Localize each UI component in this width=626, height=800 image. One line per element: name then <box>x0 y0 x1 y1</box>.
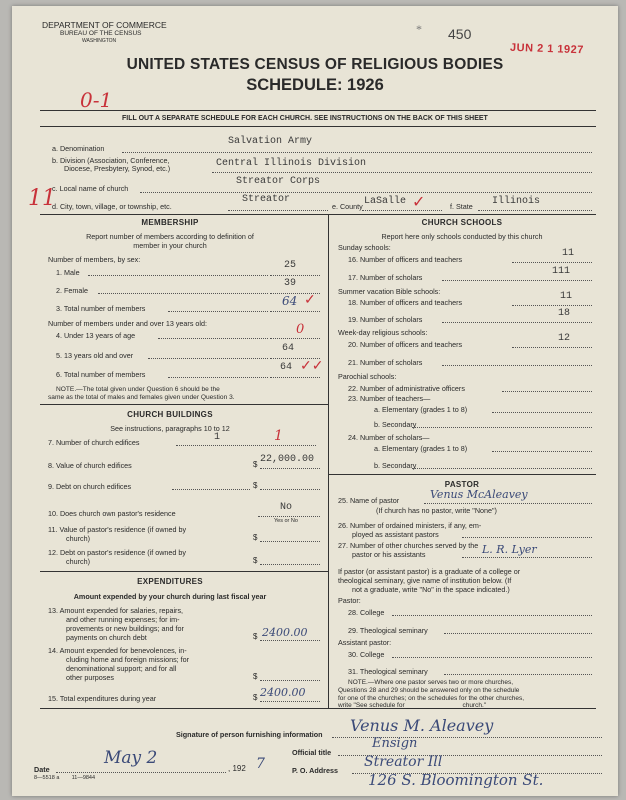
q13-label-2: and other running expenses; for im- <box>66 615 180 624</box>
city-value: Streator <box>242 194 291 205</box>
q20-label: 20. Number of officers and teachers <box>348 340 463 349</box>
q16-label: 16. Number of officers and teachers <box>348 255 463 264</box>
department-name: DEPARTMENT OF COMMERCE <box>42 20 167 30</box>
q25-note: (If church has no pastor, write "None") <box>376 506 497 515</box>
q5-13-and-over-label: 5. 13 years old and over <box>56 351 134 360</box>
q26-label-1: 26. Number of ordained ministers, if any, em- <box>338 521 482 530</box>
year-value: 7 <box>256 756 265 772</box>
form-number: 450 <box>448 26 472 42</box>
q24-label: 24. Number of scholars— <box>348 433 430 442</box>
q28-label: 28. College <box>348 608 385 617</box>
denomination-line <box>122 152 592 153</box>
q2-female-label: 2. Female <box>56 286 88 295</box>
q12-residence-debt-label-2: church) <box>66 557 90 566</box>
q10-owns-residence-value: No <box>280 502 293 513</box>
college-note-1: If pastor (or assistant pastor) is a graduate of a college or <box>338 567 521 576</box>
q19-label: 19. Number of scholars <box>348 315 423 324</box>
form-subtitle: SCHEDULE: 1926 <box>246 76 384 94</box>
church-buildings-intro: See instructions, paragraphs 10 to 12 <box>110 424 230 433</box>
q11-residence-value-label-2: church) <box>66 534 90 543</box>
local-name-value: Streator Corps <box>236 176 321 187</box>
section-bottom-rule <box>40 708 596 709</box>
q27-label-1: 27. Number of other churches served by the <box>338 541 479 550</box>
q15-total-value: 2400.00 <box>260 686 306 699</box>
schools-bottom-rule <box>328 474 596 475</box>
q1-male-label: 1. Male <box>56 268 80 277</box>
q7-edifices-label: 7. Number of church edifices <box>48 438 140 447</box>
division-label-1: b. Division (Association, Conference, <box>52 156 170 165</box>
star-mark: * <box>416 22 422 36</box>
q21-label: 21. Number of scholars <box>348 358 423 367</box>
header-rule-bottom <box>40 126 596 127</box>
pastor-note-2: Questions 28 and 29 should be answered only on the schedule <box>338 687 520 694</box>
signature-label: Signature of person furnishing information <box>176 730 323 739</box>
q29-label: 29. Theological seminary <box>348 626 428 635</box>
q13-label-4: payments on church debt <box>66 633 147 642</box>
q25-label: 25. Name of pastor <box>338 496 400 505</box>
official-title-value: Ensign <box>372 736 418 751</box>
state-line <box>478 210 592 211</box>
q18-value: 11 <box>560 291 573 302</box>
church-schools-title: CHURCH SCHOOLS <box>421 218 503 227</box>
q27-value: L. R. Lyer <box>482 543 537 556</box>
q9-debt-edifices-label: 9. Debt on church edifices <box>48 482 132 491</box>
q13-label-3: provements or new buildings; and for <box>66 624 184 633</box>
q14-label-1: 14. Amount expended for benevolences, in- <box>48 646 187 655</box>
county-value: LaSalle <box>364 196 407 207</box>
margin-mark-11: 11 <box>28 186 56 211</box>
q3-check-mark: ✓ <box>304 293 316 308</box>
po-address-value-2: 126 S. Bloomington St. <box>368 771 544 789</box>
weekday-schools-label: Week-day religious schools: <box>338 328 428 337</box>
pastor-note-1: NOTE.—Where one pastor serves two or more churches, <box>348 679 514 686</box>
q30-label: 30. College <box>348 650 385 659</box>
division-label-2: Diocese, Presbytery, Synod, etc.) <box>64 164 171 173</box>
sunday-schools-label: Sunday schools: <box>338 243 391 252</box>
pastor-title: PASTOR <box>444 480 480 489</box>
po-address-label: P. O. Address <box>292 766 338 775</box>
form-title: UNITED STATES CENSUS OF RELIGIOUS BODIES <box>126 56 504 73</box>
membership-intro-2: member in your church <box>133 241 207 250</box>
pastor-note-4: write "See schedule for _______________ church." <box>338 702 487 709</box>
state-value: Illinois <box>492 196 541 207</box>
membership-note-2: same as the total of males and females given under Question 3. <box>48 394 235 401</box>
q22-label: 22. Number of administrative officers <box>348 384 465 393</box>
q7-edifices-typed-value: 1 <box>214 432 221 443</box>
expenditures-title: EXPENDITURES <box>137 577 203 586</box>
q31-label: 31. Theological seminary <box>348 667 428 676</box>
q14-label-4: other purposes <box>66 673 114 682</box>
year-prefix: , 192 <box>228 764 246 773</box>
date-value: May 2 <box>104 748 158 768</box>
header-rule-top <box>40 110 596 111</box>
q15-total-label: 15. Total expenditures during year <box>48 694 157 703</box>
q6-total-label: 6. Total number of members <box>56 370 146 379</box>
membership-bottom-rule <box>40 404 328 405</box>
q17-value: 111 <box>552 266 571 277</box>
q26-label-2: ployed as assistant pastors <box>352 530 439 539</box>
membership-note-1: NOTE.—The total given under Question 6 should be the <box>56 386 220 393</box>
column-divider <box>328 214 329 708</box>
church-schools-intro: Report here only schools conducted by this church <box>381 232 543 241</box>
denomination-value: Salvation Army <box>228 136 313 147</box>
q10-owns-residence-label: 10. Does church own pastor's residence <box>48 509 176 518</box>
q20-value: 12 <box>558 333 571 344</box>
received-date-stamp: JUN 2 1 1927 <box>509 41 585 57</box>
q27-label-2: pastor or his assistants <box>352 550 426 559</box>
q13-label-1: 13. Amount expended for salaries, repairs, <box>48 606 184 615</box>
membership-title: MEMBERSHIP <box>141 218 199 227</box>
separate-schedule-instruction: FILL OUT A SEPARATE SCHEDULE FOR EACH CHURCH. SEE INSTRUCTIONS ON THE BACK OF THIS SHEET <box>122 115 488 122</box>
q25-pastor-name: Venus McAleavey <box>430 488 528 501</box>
q6-check-marks: ✓✓ <box>300 359 324 374</box>
members-by-sex-label: Number of members, by sex: <box>48 255 141 264</box>
q13-value: 2400.00 <box>262 626 308 639</box>
summer-schools-label: Summer vacation Bible schools: <box>338 287 441 296</box>
q17-label: 17. Number of scholars <box>348 273 423 282</box>
official-title-label: Official title <box>292 748 332 757</box>
denomination-label: a. Denomination <box>52 144 105 153</box>
college-note-2: theological seminary, give name of institution below. (If <box>338 576 512 585</box>
q4-under-13-label: 4. Under 13 years of age <box>56 331 136 340</box>
city-label: d. City, town, village, or township, etc. <box>52 202 172 211</box>
q4-under-13-value: 0 <box>296 322 305 337</box>
q24a-label: a. Elementary (grades 1 to 8) <box>374 444 468 453</box>
membership-intro-1: Report number of members according to definition of <box>86 232 254 241</box>
q16-value: 11 <box>562 248 575 259</box>
signature-value: Venus M. Aleavey <box>350 716 494 735</box>
q24b-label: b. Secondary <box>374 461 417 470</box>
q19-value: 18 <box>558 308 571 319</box>
margin-mark-0-1: 0-1 <box>80 88 113 112</box>
q11-residence-value-label-1: 11. Value of pastor's residence (if owned by <box>48 525 187 534</box>
local-name-line <box>140 192 592 193</box>
q6-total-value: 64 <box>280 362 293 373</box>
county-check-mark: ✓ <box>412 194 426 211</box>
po-address-value-1: Streator Ill <box>364 754 443 770</box>
q3-total-label: 3. Total number of members <box>56 304 146 313</box>
bureau-name: BUREAU OF THE CENSUS <box>60 30 142 37</box>
county-line <box>362 210 442 211</box>
q23b-label: b. Secondary <box>374 420 417 429</box>
pastor-note-3: for one of the churches; on the schedules for the other churches, <box>338 695 525 702</box>
q7-edifices-hand-value: 1 <box>274 428 283 444</box>
division-value: Central Illinois Division <box>216 158 367 169</box>
division-line <box>212 172 592 173</box>
section-top-rule <box>40 214 596 215</box>
age-heading: Number of members under and over 13 years old: <box>48 319 208 328</box>
q3-total-value: 64 <box>282 294 298 308</box>
census-schedule-form: DEPARTMENT OF COMMERCE BUREAU OF THE CENSUS WASHINGTON * 450 JUN 2 1 1927 UNITED STATES CENSUS OF RELIGIOUS BODIES SCHEDULE: 1926 0-1 FILL OUT A SEPARATE SCHEDULE FOR EACH CHURCH. SEE INSTRUCTIONS ON THE BACK OF THIS SHEET a. Denomination Salvation Army b. Division (Association, Conference, Diocese, Presbytery, Synod, etc.) Central Illinois Division 11 c. Local name of church Streator Corps d. City, town, village, or township, etc. Streator e. County LaSalle ✓ f. State Illinois MEMBERSHIP Report number of members according to definition of member in your church Number of members, by sex: 1. Male 25 2. Female 39 3. Total number of members 64 ✓ Number of members under and over 13 years old: 4. Under 13 years of age 0 5. 13 years old and over 64 6. Total number of members 64 ✓✓ NOTE.—The total given under Question 6 should be the same as the total of males and females given under Question 3. CHURCH BUILDINGS See instructions, paragraphs 10 to 12 7. Number of church edifices 1 1 8. Value of church edifices $ 22,000.00 9. Debt on church edifices $ 10. Does church own pastor's residence No Yes or No 11. Value of pastor's residence (if owned by church) $ 12. Debt on pastor's residence (if owned by church) $ EXPENDITURES Amount expended by your church during last fiscal year 13. Amount expended for salaries, repairs, and other running expenses; for im- provements or new buildings; and for payments on church debt $ 2400.00 14. Amount expended for benevolences, in- cluding home and foreign missions; for denominational support; and for all other purposes $ 15. Total expenditures during year $ 2400.00 CHURCH SCHOOLS Report here only schools conducted by this church Sunday schools: 16. Number of officers and teachers 11 17. Number of scholars 111 Summer vacation Bible schools: 18. Number of officers and teachers 11 19. Number of scholars 18 Week-day religious schools: 20. Number of officers and teachers 12 21. Number of scholars Parochial schools: 22. Number of administrative officers 23. Number of teachers— a. Elementary (grades 1 to 8) b. Secondary 24. Number of scholars— a. Elementary (grades 1 to 8) b. Secondary PASTOR 25. Name of pastor Venus McAleavey (If church has no pastor, write "None") 26. Number of ordained ministers, if any, em- ployed as assistant pastors 27. Number of other churches served by the pastor or his assistants L. R. Lyer If pastor (or assistant pastor) is a graduate of a college or theological seminary, give name of institution below. (If not a graduate, write "No" in the space indicated.) Pastor: 28. College 29. Theological seminary Assistant pastor: 30. College 31. Theological seminary NOTE.—Where one pastor serves two or more churches, Questions 28 and 29 should be answered only on the schedule for one of the churches; on the schedules for the other churches, write "See schedule for _______________ church." Signature of person furnishing information Venus M. Aleavey Official title Ensign Date May 2 , 192 7 P. O. Address Streator Ill 126 S. Bloomington St. 8—5518 a 11—9844 <box>12 6 618 796</box>
assistant-pastor-subhead: Assistant pastor: <box>338 638 392 647</box>
q14-label-2: cluding home and foreign missions; for <box>66 655 190 664</box>
q23a-label: a. Elementary (grades 1 to 8) <box>374 405 468 414</box>
q14-label-3: denominational support; and for all <box>66 664 177 673</box>
q8-value-edifices-label: 8. Value of church edifices <box>48 461 132 470</box>
county-label: e. County <box>332 202 363 211</box>
parochial-schools-label: Parochial schools: <box>338 372 397 381</box>
q1-male-value: 25 <box>284 260 297 271</box>
church-buildings-title: CHURCH BUILDINGS <box>127 410 213 419</box>
local-name-label: c. Local name of church <box>52 184 129 193</box>
buildings-bottom-rule <box>40 571 328 572</box>
q2-female-value: 39 <box>284 278 297 289</box>
date-label: Date <box>34 765 50 774</box>
q23-label: 23. Number of teachers— <box>348 394 431 403</box>
q5-13-and-over-value: 64 <box>282 343 295 354</box>
state-label: f. State <box>450 202 473 211</box>
q18-label: 18. Number of officers and teachers <box>348 298 463 307</box>
q8-value-edifices-value: 22,000.00 <box>260 454 315 465</box>
city-line <box>228 210 328 211</box>
form-code: 8—5518 a 11—9844 <box>34 775 96 781</box>
expenditures-intro: Amount expended by your church during last fiscal year <box>73 592 267 601</box>
college-note-3: not a graduate, write "No" in the space indicated.) <box>352 585 510 594</box>
pastor-subhead: Pastor: <box>338 596 361 605</box>
q10-yes-or-no-hint: Yes or No <box>274 518 298 524</box>
q12-residence-debt-label-1: 12. Debt on pastor's residence (if owned by <box>48 548 187 557</box>
bureau-city: WASHINGTON <box>82 38 117 44</box>
